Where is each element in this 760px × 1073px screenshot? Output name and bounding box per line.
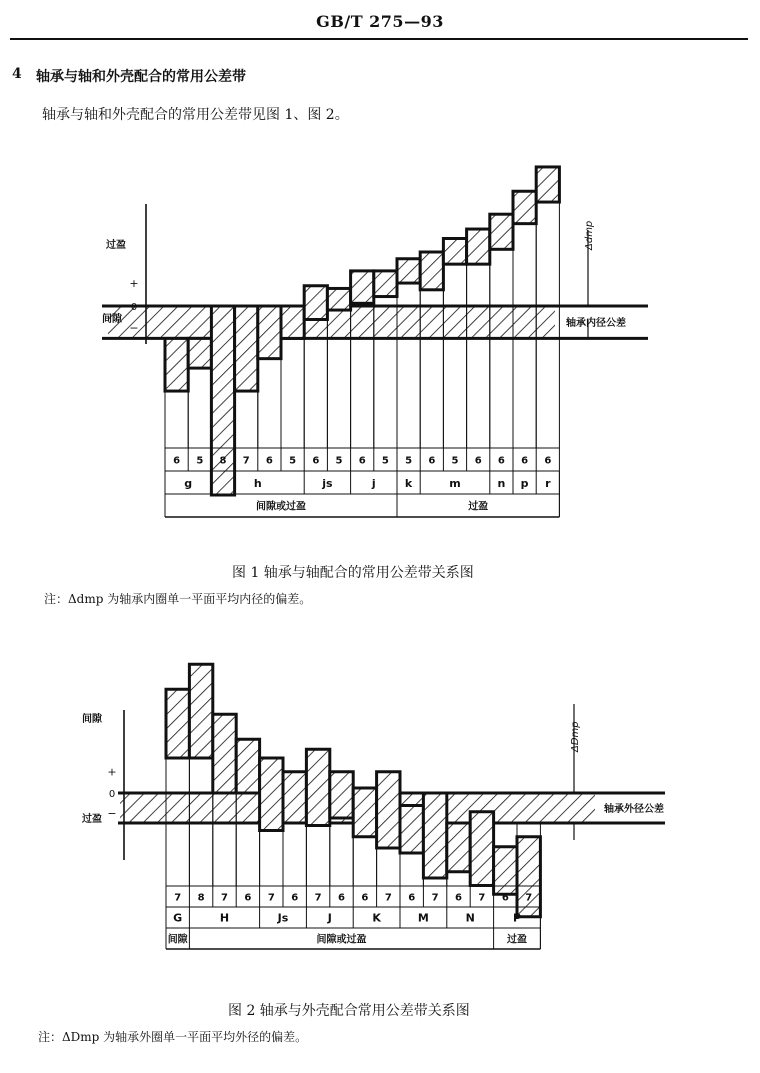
grade-label: 5: [381, 455, 389, 467]
fit-group-label: m: [449, 477, 461, 491]
grade-label: 6: [338, 892, 345, 904]
section-number: 4: [12, 66, 22, 82]
tolerance-bar: [374, 271, 397, 297]
grade-label: 6: [408, 892, 416, 904]
grade-label: 6: [501, 892, 509, 904]
bearing-band-label: 轴承外径公差: [604, 804, 664, 815]
tolerance-bar: [260, 758, 283, 831]
grade-label: 6: [265, 455, 273, 467]
tolerance-bar: [304, 286, 327, 320]
tolerance-bar: [283, 772, 306, 823]
tolerance-bar: [423, 793, 446, 878]
tolerance-bar: [447, 823, 470, 872]
tolerance-bar: [420, 252, 443, 290]
grade-label: 6: [361, 892, 369, 904]
grade-label: 7: [242, 455, 250, 467]
minus-sign: −: [107, 806, 117, 820]
grade-label: 6: [358, 455, 366, 467]
tolerance-bar: [377, 772, 400, 848]
clearance-label: 间隙: [102, 314, 122, 325]
figure-1-diagram: [0, 130, 760, 513]
tolerance-bar: [235, 306, 258, 391]
grade-label: 5: [289, 455, 297, 467]
tolerance-bar: [490, 214, 513, 249]
grade-label: 6: [244, 892, 252, 904]
tolerance-bar: [165, 338, 188, 391]
fit-type-label: 间隙或过盈: [256, 501, 306, 513]
fit-group-label: r: [545, 477, 551, 491]
fit-group-label: M: [417, 911, 429, 925]
tolerance-bar: [236, 739, 259, 793]
grade-label: 7: [525, 892, 533, 904]
tolerance-bar: [188, 338, 211, 368]
grade-label: 7: [314, 892, 322, 904]
fit-type-label: 间隙: [167, 934, 188, 946]
figure-2-note: 注：ΔDmp 为轴承外圈单一平面平均外径的偏差。: [38, 1030, 308, 1044]
bearing-band-label: 轴承内径公差: [566, 318, 626, 330]
fit-group-label: N: [465, 911, 475, 925]
tolerance-bar: [351, 271, 374, 303]
deviation-label: Δdmp: [584, 220, 595, 250]
fit-group-label: J: [327, 911, 332, 925]
fit-type-label: 间隙或过盈: [316, 934, 367, 946]
tolerance-bar: [443, 239, 466, 265]
fit-group-label: Js: [277, 911, 289, 925]
section-title: 轴承与轴和外壳配合的常用公差带: [36, 69, 246, 85]
tolerance-bar: [211, 306, 234, 495]
tolerance-bar: [494, 847, 517, 895]
tolerance-bar: [306, 749, 329, 825]
grade-label: 6: [521, 455, 529, 467]
tolerance-bar: [353, 788, 376, 837]
header-rule: [10, 38, 748, 40]
zero-label: 0: [130, 302, 138, 313]
tolerance-bar: [327, 288, 350, 310]
grade-label: 8: [219, 455, 227, 467]
minus-sign: −: [129, 321, 139, 335]
fit-group-label: k: [404, 477, 413, 491]
tolerance-bar: [536, 167, 559, 202]
fit-type-label: 过盈: [507, 934, 527, 946]
tolerance-bar: [213, 714, 236, 793]
zero-label: 0: [108, 789, 116, 800]
tolerance-bar: [517, 837, 540, 917]
plus-sign: +: [107, 765, 117, 779]
grade-label: 7: [221, 892, 228, 904]
grade-label: 6: [173, 455, 181, 467]
grade-label: 6: [474, 455, 482, 467]
interference-label: 过盈: [82, 814, 102, 825]
fit-group-label: H: [219, 911, 230, 925]
tolerance-bar: [166, 689, 189, 758]
fit-group-label: K: [372, 911, 381, 925]
figure-1-caption: 图 1 轴承与轴配合的常用公差带关系图: [232, 565, 474, 581]
fit-group-label: g: [184, 477, 193, 491]
grade-label: 6: [497, 455, 505, 467]
grade-label: 7: [174, 892, 182, 904]
plus-sign: +: [129, 277, 139, 291]
figure-1-note: 注：Δdmp 为轴承内圈单一平面平均内径的偏差。: [44, 592, 312, 606]
fit-group-label: P: [512, 911, 522, 925]
grade-label: 5: [196, 455, 204, 467]
grade-label: 7: [431, 892, 439, 904]
grade-label: 6: [291, 892, 299, 904]
fit-group-label: p: [520, 477, 529, 491]
grade-label: 6: [544, 455, 552, 467]
tolerance-bar: [467, 229, 490, 264]
clearance-label: 间隙: [82, 714, 102, 725]
fit-group-label: h: [253, 477, 262, 491]
fit-group-label: G: [173, 911, 183, 925]
tolerance-bar: [281, 306, 304, 338]
fit-type-label: 过盈: [468, 501, 489, 513]
grade-label: 7: [384, 892, 392, 904]
tolerance-bar: [513, 191, 536, 223]
grade-label: 8: [197, 892, 205, 904]
tolerance-bar: [470, 812, 493, 886]
grade-label: 5: [405, 455, 413, 467]
fit-group-label: j: [371, 477, 376, 491]
tolerance-bar: [189, 664, 212, 758]
grade-label: 6: [455, 892, 462, 904]
figure-2-diagram: [0, 640, 760, 960]
grade-label: 5: [451, 455, 459, 467]
figure-2-caption: 图 2 轴承与外壳配合常用公差带关系图: [228, 1003, 470, 1019]
interference-label: 过盈: [106, 240, 126, 251]
fit-group-label: n: [497, 477, 506, 491]
grade-label: 5: [335, 455, 343, 467]
tolerance-bar: [397, 259, 420, 283]
tolerance-bar: [330, 772, 353, 818]
grade-label: 6: [428, 455, 436, 467]
fit-group-label: js: [322, 477, 333, 491]
tolerance-bar: [400, 806, 423, 854]
grade-label: 7: [478, 892, 486, 904]
standard-code: GB/T 275—93: [316, 12, 444, 31]
grade-label: 7: [267, 892, 275, 904]
deviation-label: ΔDmp: [570, 721, 581, 752]
tolerance-bar: [258, 306, 281, 359]
intro-paragraph: 轴承与轴和外壳配合的常用公差带见图 1、图 2。: [42, 107, 349, 123]
grade-label: 6: [312, 455, 320, 467]
